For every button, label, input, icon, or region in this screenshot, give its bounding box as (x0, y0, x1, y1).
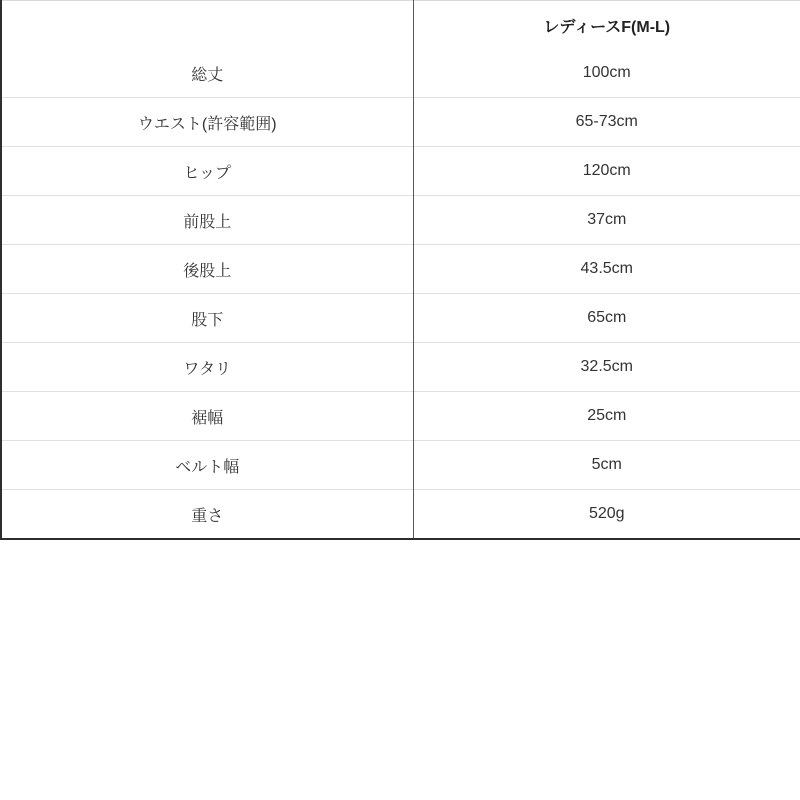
measurement-label: 前股上 (1, 196, 413, 245)
table-row (1, 343, 800, 392)
measurement-value: 520g (413, 490, 800, 540)
table-row (1, 147, 800, 196)
measurement-value: 5cm (413, 441, 800, 490)
header-size-label: レディースF(M-L) (413, 1, 800, 50)
table-header-row (1, 1, 800, 50)
measurement-value: 37cm (413, 196, 800, 245)
measurement-label: ウエスト(許容範囲) (1, 98, 413, 147)
measurement-label: ベルト幅 (1, 441, 413, 490)
measurement-value: 120cm (413, 147, 800, 196)
measurement-label: ヒップ (1, 147, 413, 196)
measurement-label: 後股上 (1, 245, 413, 294)
measurement-label: 重さ (1, 490, 413, 540)
table-row (1, 196, 800, 245)
table-row (1, 294, 800, 343)
measurement-value: 100cm (413, 49, 800, 98)
table-row (1, 441, 800, 490)
table-row (1, 245, 800, 294)
table-row (1, 98, 800, 147)
table-row (1, 49, 800, 98)
measurement-value: 25cm (413, 392, 800, 441)
table-row (1, 392, 800, 441)
header-empty-cell (1, 1, 413, 50)
measurement-value: 32.5cm (413, 343, 800, 392)
table-row (1, 490, 800, 540)
measurement-label: 股下 (1, 294, 413, 343)
measurement-value: 65cm (413, 294, 800, 343)
measurement-value: 65-73cm (413, 98, 800, 147)
measurement-value: 43.5cm (413, 245, 800, 294)
measurement-label: 裾幅 (1, 392, 413, 441)
measurement-label: ワタリ (1, 343, 413, 392)
measurement-label: 総丈 (1, 49, 413, 98)
